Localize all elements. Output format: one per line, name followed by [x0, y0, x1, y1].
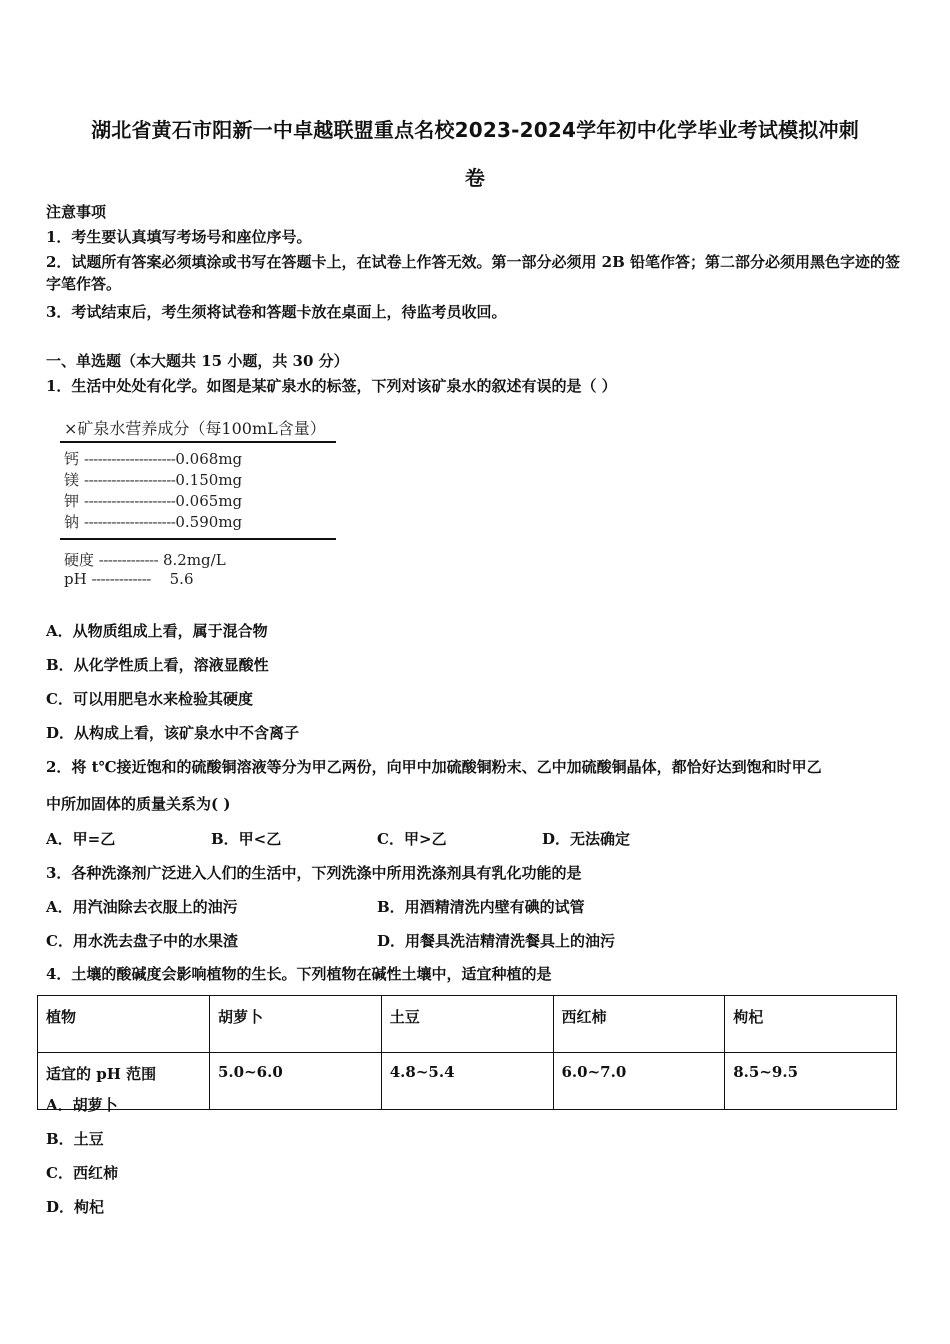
label-row-value: 0.065mg [175, 492, 243, 510]
label-row-dots: ------------- [98, 551, 159, 569]
label-row-value: 5.6 [169, 570, 194, 588]
label-title: ×矿泉水营养成分（每100mL含量） [64, 419, 326, 438]
q3-option-c[interactable]: C．用水洗去盘子中的水果渣 [46, 932, 238, 950]
question-4-stem: 4．土壤的酸碱度会影响植物的生长。下列植物在碱性土壤中，适宜种植的是 [46, 965, 552, 983]
label-row-dots: -------------------- [84, 513, 176, 531]
label-row-dots: ------------- [91, 570, 151, 588]
table-cell: 8.5~9.5 [725, 1053, 897, 1110]
label-top-rule [60, 441, 336, 443]
question-3-stem: 3．各种洗涤剂广泛进入人们的生活中，下列洗涤中所用洗涤剂具有乳化功能的是 [46, 864, 582, 882]
q4-option-a[interactable]: A．胡萝卜 [46, 1096, 118, 1114]
label-row-name: 钠 [64, 513, 80, 531]
label-row-name: 钙 [64, 450, 80, 468]
q1-option-a[interactable]: A．从物质组成上看，属于混合物 [46, 622, 268, 640]
q4-option-b[interactable]: B．土豆 [46, 1130, 104, 1148]
q3-option-d[interactable]: D．用餐具洗洁精清洗餐具上的油污 [377, 932, 616, 950]
table-cell: 适宜的 pH 范围 [38, 1053, 210, 1110]
exam-title-line2: 卷 [464, 166, 486, 190]
label-row-value: 8.2mg/L [162, 551, 226, 569]
table-cell: 胡萝卜 [210, 996, 382, 1053]
q2-option-c[interactable]: C．甲>乙 [377, 830, 447, 848]
notice-item-2: 2．试题所有答案必须填涂或书写在答题卡上，在试卷上作答无效。第一部分必须用 2B 铅笔作答；第二部分必须用黑色字迹的签字笔作答。 [46, 253, 901, 293]
table-cell: 土豆 [381, 996, 553, 1053]
table-cell: 西红柿 [553, 996, 725, 1053]
label-row-magnesium [64, 469, 242, 490]
soil-ph-table [37, 995, 897, 1110]
label-bottom-rule [60, 538, 336, 540]
q4-option-d[interactable]: D．枸杞 [46, 1198, 105, 1216]
section-heading: 一、单选题（本大题共 15 小题，共 30 分） [46, 352, 349, 370]
label-row-name: 镁 [64, 471, 80, 489]
q3-option-b[interactable]: B．用酒精清洗内壁有碘的试管 [377, 898, 585, 916]
label-row-sodium [64, 511, 242, 532]
q4-option-c[interactable]: C．西红柿 [46, 1164, 118, 1182]
q2-option-d[interactable]: D．无法确定 [542, 830, 631, 848]
label-row-calcium [64, 448, 242, 469]
q1-option-d[interactable]: D．从构成上看，该矿泉水中不含离子 [46, 724, 300, 742]
label-row-value: 0.068mg [175, 450, 243, 468]
question-1-stem: 1．生活中处处有化学。如图是某矿泉水的标签，下列对该矿泉水的叙述有误的是（ ） [46, 377, 617, 395]
exam-title-line1: 湖北省黄石市阳新一中卓越联盟重点名校2023-2024学年初中化学毕业考试模拟冲刺 [91, 118, 859, 142]
question-2-stem-line2: 中所加固体的质量关系为( ) [46, 795, 231, 813]
notice-item-1: 1．考生要认真填写考场号和座位序号。 [46, 228, 312, 246]
label-row-dots: -------------------- [84, 471, 176, 489]
label-row-ph [64, 570, 194, 588]
table-cell: 植物 [38, 996, 210, 1053]
label-row-value: 0.150mg [175, 471, 243, 489]
label-row-dots: -------------------- [84, 492, 176, 510]
table-row [38, 996, 897, 1053]
mineral-water-label [60, 412, 340, 592]
q1-option-c[interactable]: C．可以用肥皂水来检验其硬度 [46, 690, 253, 708]
table-cell: 5.0~6.0 [210, 1053, 382, 1110]
notice-heading: 注意事项 [46, 203, 107, 221]
table-cell: 枸杞 [725, 996, 897, 1053]
label-row-potassium [64, 490, 242, 511]
label-row-value: 0.590mg [175, 513, 243, 531]
question-2-stem-line1: 2．将 t℃接近饱和的硫酸铜溶液等分为甲乙两份，向甲中加硫酸铜粉末、乙中加硫酸铜晶体，都恰好达到饱和时甲乙 [46, 758, 822, 776]
q3-option-a[interactable]: A．用汽油除去衣服上的油污 [46, 898, 238, 916]
table-cell: 6.0~7.0 [553, 1053, 725, 1110]
table-row [38, 1053, 897, 1110]
label-row-dots: -------------------- [84, 450, 176, 468]
notice-item-3: 3．考试结束后，考生须将试卷和答题卡放在桌面上，待监考员收回。 [46, 303, 507, 321]
label-row-hardness [64, 549, 226, 570]
q1-option-b[interactable]: B．从化学性质上看，溶液显酸性 [46, 656, 269, 674]
q2-option-a[interactable]: A．甲=乙 [46, 830, 116, 848]
label-row-name: pH [64, 570, 87, 588]
q2-option-b[interactable]: B．甲<乙 [211, 830, 282, 848]
label-row-name: 钾 [64, 492, 80, 510]
table-cell: 4.8~5.4 [381, 1053, 553, 1110]
label-row-name: 硬度 [64, 551, 95, 569]
